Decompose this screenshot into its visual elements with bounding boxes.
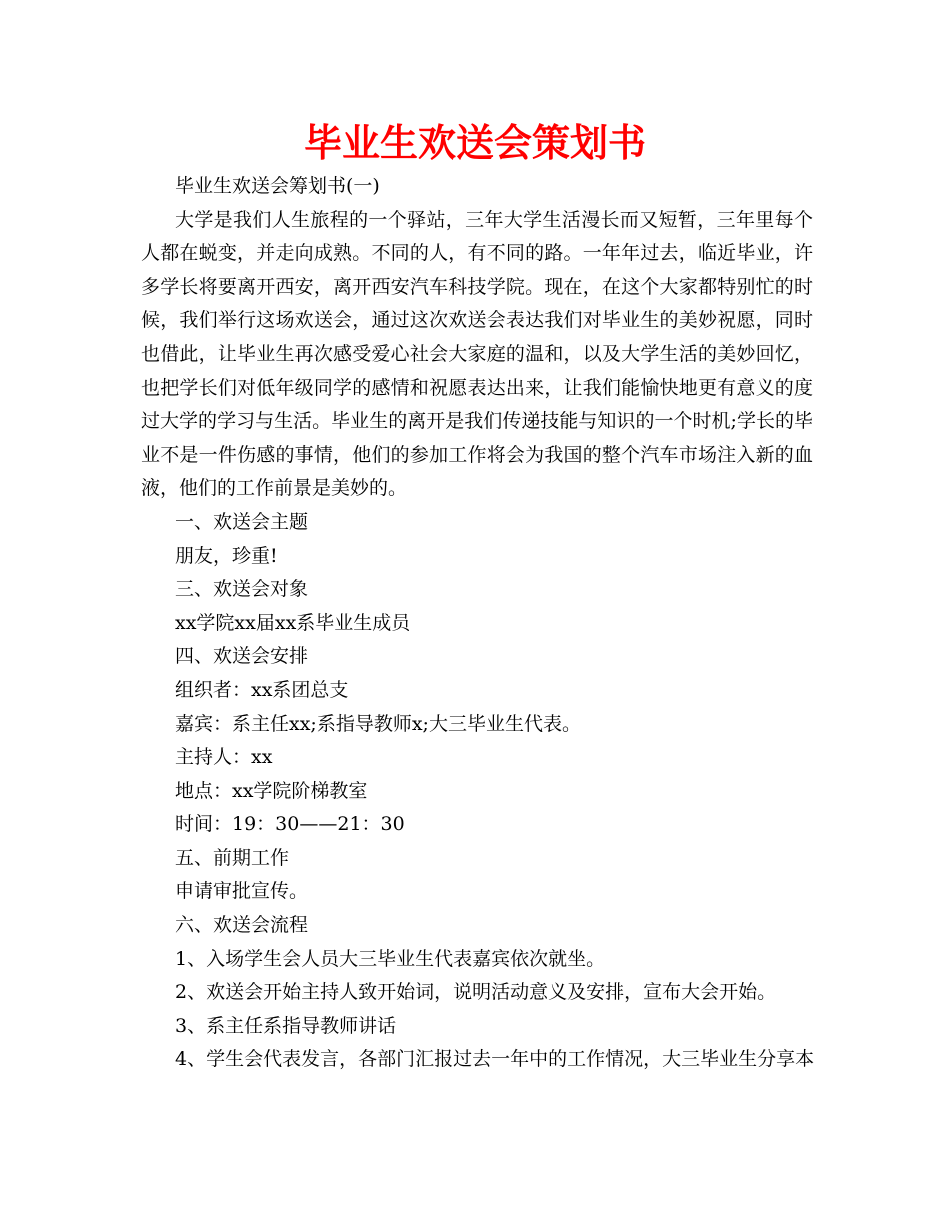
- process-step-2: 2、欢送会开始主持人致开始词，说明活动意义及安排，宣布大会开始。: [175, 981, 777, 1004]
- preparation-text: 申请审批宣传。: [175, 880, 309, 903]
- preparation-heading: 五、前期工作: [175, 846, 290, 869]
- document-body: [141, 170, 813, 1077]
- time-line: 时间：19：30——21：30: [175, 813, 405, 836]
- process-step-4: 4、学生会代表发言，各部门汇报过去一年中的工作情况，大三毕业生分享本: [175, 1048, 815, 1071]
- venue-line: 地点：xx学院阶梯教室: [175, 779, 368, 802]
- process-step-1: 1、入场学生会人员大三毕业生代表嘉宾依次就坐。: [175, 947, 606, 970]
- theme-heading: 一、欢送会主题: [175, 510, 309, 533]
- guests-line: 嘉宾：系主任xx;系指导教师x;大三毕业生代表。: [175, 712, 581, 735]
- host-line: 主持人：xx: [175, 746, 273, 769]
- process-step-3: 3、系主任系指导教师讲话: [175, 1014, 397, 1037]
- document-subtitle: 毕业生欢送会筹划书(一): [175, 175, 380, 197]
- process-heading: 六、欢送会流程: [175, 914, 309, 937]
- organizer-line: 组织者：xx系团总支: [175, 678, 349, 701]
- audience-heading: 三、欢送会对象: [175, 578, 309, 601]
- document-title: 毕业生欢送会策划书: [303, 121, 646, 165]
- theme-text: 朋友，珍重!: [175, 544, 278, 567]
- intro-paragraph: 大学是我们人生旅程的一个驿站，三年大学生活漫长而又短暂，三年里每个人都在蜕变，并走向成熟。不同的人，有不同的路。一年年过去，临近毕业，许多学长将要离开西安，离开西安汽车科技学院。现在，在这个大家都特别忙的时候，我们举行这场欢送会，通过这次欢送会表达我们对毕业生的美妙祝愿，同时也借此，让毕业生再次感受爱心社会大家庭的温和，以及大学生活的美妙回忆，也把学长们对低年级同学的感情和祝愿表达出来，让我们能愉快地更有意义的度过大学的学习与生活。毕业生的离开是我们传递技能与知识的一个时机;学长的毕业不是一件伤感的事情，他们的参加工作将会为我国的整个汽车市场注入新的血液，他们的工作前景是美妙的。: [141, 208, 813, 500]
- arrangement-heading: 四、欢送会安排: [175, 645, 309, 668]
- audience-text: xx学院xx届xx系毕业生成员: [175, 611, 411, 634]
